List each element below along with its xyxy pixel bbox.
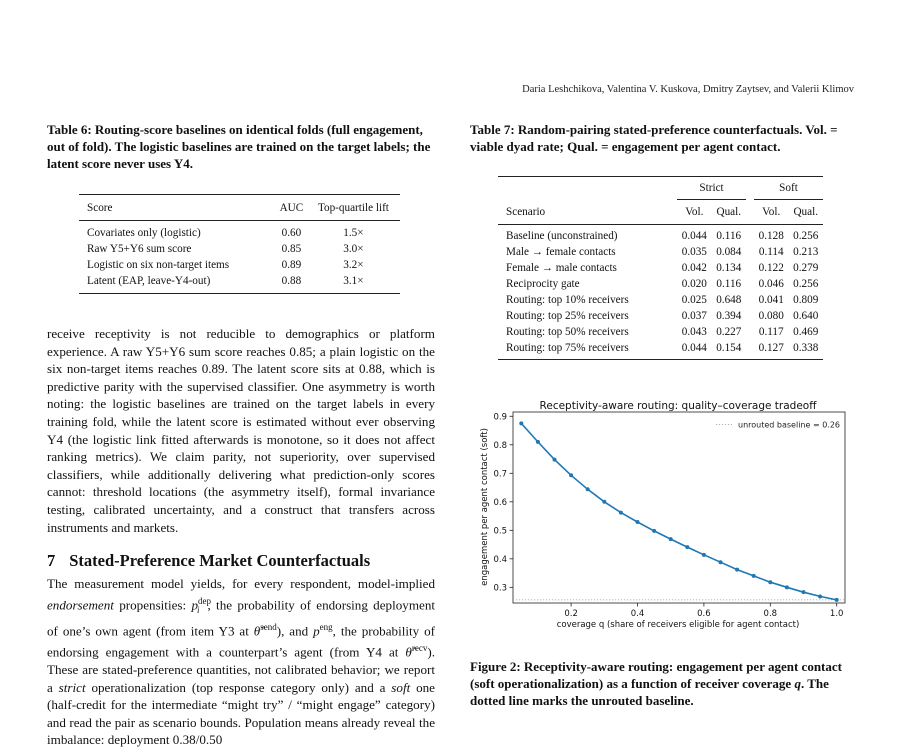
data-point: [818, 594, 822, 598]
math-superscript: eng: [319, 622, 333, 633]
table6-cell: 3.0×: [343, 243, 364, 255]
table7-cell: 0.046: [758, 278, 784, 290]
table7-cell: 0.043: [681, 326, 707, 338]
data-point: [652, 529, 656, 533]
table7-cell: 0.648: [716, 294, 742, 306]
y-axis-label: engagement per agent contact (soft): [480, 428, 490, 586]
y-tick-label: 0.7: [493, 469, 507, 480]
math-superscript: send: [260, 622, 277, 633]
table7-cell: Routing: top 75% receivers: [506, 342, 629, 354]
table7-header: Qual.: [712, 200, 746, 225]
data-point: [835, 598, 839, 602]
table7-header: Vol.: [754, 200, 788, 225]
y-tick-label: 0.4: [493, 554, 507, 565]
caption-text: . The dotted line marks the unrouted baseline.: [470, 676, 829, 708]
figure-chart: [470, 396, 860, 634]
table7-cell: 0.640: [793, 310, 819, 322]
data-point: [602, 500, 606, 504]
data-point: [752, 574, 756, 578]
text-span: one (half-credit for the intermediate “might try” / “might engage” category) and read the pair as scenario bounds. Population means already reveal the imbalance: deployment 0.38/0.50: [47, 679, 435, 748]
x-axis-label: coverage q (share of receivers eligible for agent contact): [556, 620, 800, 630]
table7-cell: Male → female contacts: [506, 246, 616, 258]
chart-title: Receptivity-aware routing: quality–coverage tradeoff: [539, 400, 817, 412]
table7-cell: 0.154: [716, 342, 742, 354]
table6-cell: 3.1×: [343, 275, 364, 287]
table7-cell: 0.213: [793, 246, 819, 258]
table7-cell: 0.042: [681, 262, 707, 274]
table-row: [498, 308, 823, 324]
table6-caption: Table 6: Routing-score baselines on identical folds (full engagement, out of fold). The logistic baselines are trained on the target labels; the latent score never uses Y4.: [47, 122, 431, 171]
table7-cell: Baseline (unconstrained): [506, 230, 618, 242]
body-paragraph: receive receptivity is not reducible to demographics or platform experience. A raw Y5+Y6 sum score reaches 0.85; a plain logistic on the six non-target items reaches 0.89. The latent score sits at 0.88, which is predictive parity with the supervised classifier. One asymmetry is worth noting: the logistic baselines are trained on the target labels in every training fold, while the latent score is estimated without ever observing Y4 (the logistic link fitted afterwards is monotone, so it does not affect ranking metrics). We claim parity, not superiority, over supervised classifiers, while additionally delivering what prediction-only scores cannot: threshold locations (the asymmetry itself), formal invariance testing, calibrated uncertainty, and a construct that transfers across instruments and markets.: [47, 326, 435, 535]
table7-caption: Table 7: Random-pairing stated-preference counterfactuals. Vol. = viable dyad rate; Qual. = engagement per agent contact.: [470, 122, 838, 154]
table7-cell: Female → male contacts: [506, 262, 617, 274]
table7-cell: 0.338: [793, 342, 819, 354]
math-symbol: q: [794, 676, 801, 691]
y-tick-label: 0.6: [493, 497, 507, 508]
table-row: [498, 260, 823, 276]
table6-header: AUC: [276, 195, 307, 221]
plot-frame: [513, 412, 845, 603]
series-markers: [519, 420, 841, 601]
emphasis: soft: [391, 679, 411, 695]
table-row: [498, 225, 823, 245]
table7-cell: 0.041: [758, 294, 784, 306]
table7-cell: 0.128: [758, 230, 784, 242]
data-point: [719, 560, 723, 564]
table7-header: Qual.: [788, 200, 823, 225]
text-span: ), and: [276, 623, 309, 639]
table-row: [79, 241, 400, 257]
table7-header: Scenario: [498, 200, 677, 225]
table7-cell: 0.044: [681, 342, 707, 354]
legend: [716, 421, 840, 430]
table6-cell: 0.88: [281, 275, 302, 287]
table7-cell: 0.116: [716, 230, 742, 242]
table7-cell: 0.256: [793, 278, 819, 290]
data-point: [553, 458, 557, 462]
table7-cell: 0.025: [681, 294, 707, 306]
data-point: [802, 590, 806, 594]
table-row: [498, 244, 823, 260]
table7-group-header: Strict: [677, 177, 746, 200]
table7-cell: 0.080: [758, 310, 784, 322]
section-title: Stated-Preference Market Counterfactuals: [69, 551, 371, 570]
table7-cell: 0.227: [716, 326, 742, 338]
table7-cell: Routing: top 10% receivers: [506, 294, 629, 306]
text-span: , the probability of endorsing deployment of one’s own agent (from item Y3 at: [47, 596, 436, 639]
table6: [79, 194, 400, 294]
y-tick-label: 0.3: [493, 583, 507, 594]
table7-cell: 0.256: [793, 230, 819, 242]
data-point: [636, 520, 640, 524]
math-symbol: p: [313, 623, 320, 639]
math-superscript: recv: [411, 643, 428, 654]
table-row: [79, 273, 400, 294]
x-tick-label: 0.8: [763, 609, 778, 619]
table7-cell: Reciprocity gate: [506, 278, 580, 290]
data-point: [569, 473, 573, 477]
table7-cell: 0.114: [758, 246, 784, 258]
table6-cell: 1.5×: [343, 227, 364, 239]
table7: [498, 176, 823, 360]
table6-header: Score: [79, 195, 276, 221]
table6-cell: 0.60: [281, 227, 302, 239]
math-symbol: p: [191, 596, 198, 612]
data-point: [702, 553, 706, 557]
table7-cell: 0.469: [793, 326, 819, 338]
section-number: 7: [47, 551, 56, 570]
table7-cell: 0.117: [758, 326, 784, 338]
y-tick-label: 0.8: [493, 440, 507, 451]
data-point: [586, 487, 590, 491]
table7-group-header: Soft: [754, 177, 823, 200]
table7-cell: 0.279: [793, 262, 819, 274]
body-paragraph: [47, 575, 436, 748]
table6-cell: 0.85: [281, 243, 302, 255]
table6-cell: Raw Y5+Y6 sum score: [87, 243, 192, 255]
table7-cell: 0.116: [716, 278, 742, 290]
table7-cell: 0.122: [758, 262, 784, 274]
text-span: The measurement model yields, for every respondent, model-implied: [47, 576, 435, 591]
table7-cell: 0.020: [681, 278, 707, 290]
caption-text: Figure 2: Receptivity-aware routing: engagement per agent contact (soft operationalization) as a function of receiver coverage: [470, 659, 842, 691]
table7-cell: 0.134: [716, 262, 742, 274]
emphasis: endorsement: [47, 596, 114, 612]
figure-caption: [470, 658, 860, 709]
table7-header: Vol.: [677, 200, 711, 225]
table-row: [79, 257, 400, 273]
running-header: Daria Leshchikova, Valentina V. Kuskova, Dmitry Zaytsev, and Valerii Klimov: [522, 84, 854, 95]
data-point: [669, 537, 673, 541]
table-row: [79, 221, 400, 242]
table7-cell: 0.044: [681, 230, 707, 242]
legend-label: unrouted baseline = 0.26: [738, 420, 841, 430]
table6-cell: Latent (EAP, leave-Y4-out): [87, 275, 211, 287]
text-span: ). These are stated-preference quantities, not calibrated behavior; we report a: [47, 644, 435, 695]
math-symbol: θ̂: [253, 623, 261, 639]
series-line: [521, 423, 836, 600]
table-row: [498, 340, 823, 360]
x-tick-label: 1.0: [829, 609, 844, 619]
table-row: [498, 292, 823, 308]
math-subscript: i: [196, 604, 200, 615]
y-tick-label: 0.5: [493, 526, 507, 537]
section-heading: [47, 551, 370, 571]
table7-cell: 0.809: [793, 294, 819, 306]
data-point: [519, 421, 523, 425]
table-row: [498, 324, 823, 340]
data-point: [768, 580, 772, 584]
table7-cell: 0.037: [681, 310, 707, 322]
y-tick-label: 0.9: [493, 412, 507, 423]
table6-cell: 3.2×: [343, 259, 364, 271]
table6-cell: Logistic on six non-target items: [87, 259, 230, 271]
table7-cell: 0.127: [758, 342, 784, 354]
math-superscript: dep: [197, 595, 211, 606]
emphasis: strict: [58, 679, 86, 695]
table6-cell: Covariates only (logistic): [87, 227, 201, 239]
data-point: [785, 585, 789, 589]
table7-cell: Routing: top 25% receivers: [506, 310, 629, 322]
table6-cell: 0.89: [281, 259, 302, 271]
data-point: [619, 511, 623, 515]
text-span: propensities:: [119, 596, 187, 612]
table7-cell: Routing: top 50% receivers: [506, 326, 629, 338]
table7-cell: 0.394: [716, 310, 742, 322]
x-tick-label: 0.6: [697, 609, 711, 619]
table7-cell: 0.084: [716, 246, 742, 258]
text-span: , the probability of endorsing engagement with a counterpart’s agent (from Y4 at: [47, 623, 435, 660]
table6-header: Top-quartile lift: [307, 195, 400, 221]
x-tick-label: 0.4: [630, 609, 645, 619]
text-span: operationalization (top response category only) and a: [91, 679, 386, 695]
table7-cell: 0.035: [681, 246, 707, 258]
math-symbol: θ̂: [405, 644, 412, 660]
x-tick-label: 0.2: [564, 609, 578, 619]
data-point: [735, 568, 739, 572]
data-point: [685, 545, 689, 549]
data-point: [536, 440, 540, 444]
table-row: [498, 276, 823, 292]
